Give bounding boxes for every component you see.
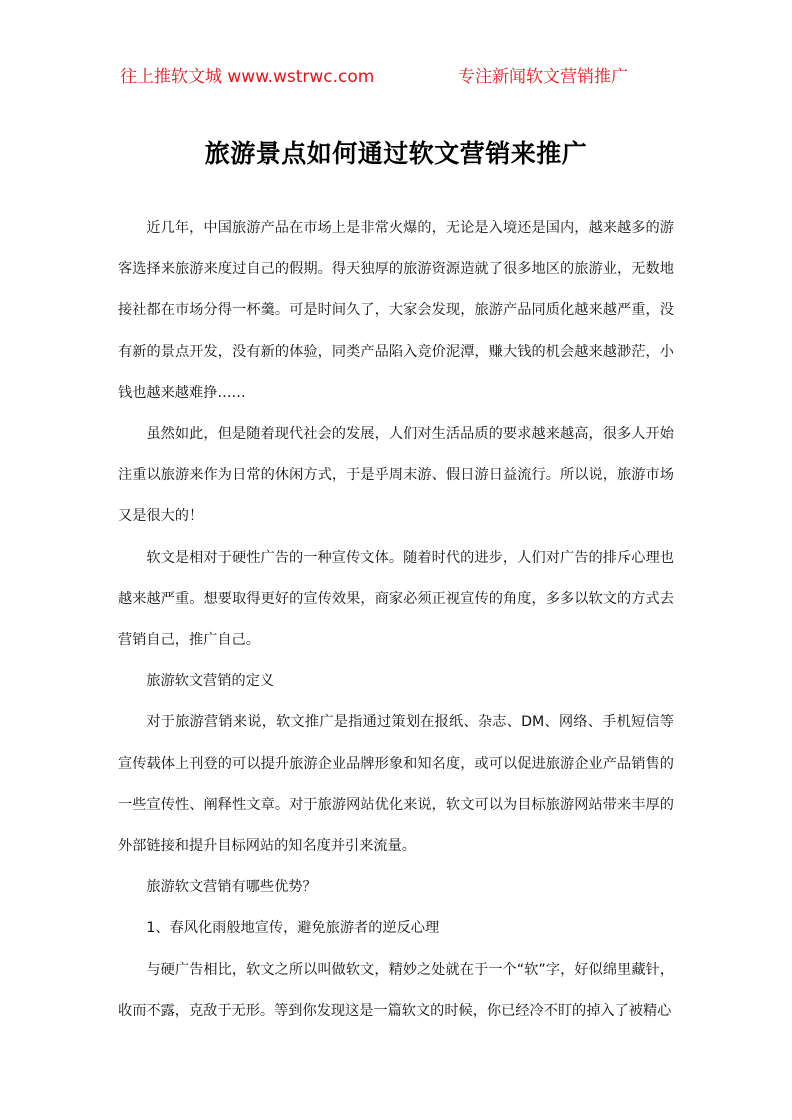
paragraph: 近几年，中国旅游产品在市场上是非常火爆的，无论是入境还是国内，越来越多的游客选择来旅游来度过自己的假期。得天独厚的旅游资源造就了很多地区的旅游业，无数地接社都在市场分得一杯羹。可是时间久了，大家会发现，旅游产品同质化越来越严重，没有新的景点开发，没有新的体验，同类产品陷入竞价泥潭，赚大钱的机会越来越渺茫，小钱也越来越难挣……: [118, 220, 674, 401]
paragraph: 虽然如此，但是随着现代社会的发展，人们对生活品质的要求越来越高，很多人开始注重以旅游来作为日常的休闲方式，于是乎周末游、假日游日益流行。所以说，旅游市场又是很大的！: [118, 426, 674, 525]
article-body: [118, 208, 674, 1032]
article-title: 旅游景点如何通过软文营销来推广: [204, 139, 588, 168]
page-header: [120, 62, 680, 86]
paragraph: 与硬广告相比，软文之所以叫做软文，精妙之处就在于一个“软”字，好似绵里藏针，收而不露，克敌于无形。等到你发现这是一篇软文的时候，你已经冷不盯的掉入了被精心: [118, 961, 674, 1019]
section-heading: 旅游软文营销有哪些优势？: [146, 879, 317, 896]
section-heading: 旅游软文营销的定义: [146, 673, 275, 690]
header-slogan: 专注新闻软文营销推广: [458, 67, 628, 87]
header-site-name: 往上推软文城 www.wstrwc.com: [120, 67, 375, 87]
paragraph: 对于旅游营销来说，软文推广是指通过策划在报纸、杂志、DM、网络、手机短信等宣传载体上刊登的可以提升旅游企业品牌形象和知名度，或可以促进旅游企业产品销售的一些宣传性、阐释性文章。对于旅游网站优化来说，软文可以为目标旅游网站带来丰厚的外部链接和提升目标网站的知名度并引来流量。: [118, 714, 674, 855]
section-subheading: 1、春风化雨般地宣传，避免旅游者的逆反心理: [146, 920, 440, 937]
paragraph: 软文是相对于硬性广告的一种宣传文体。随着时代的进步，人们对广告的排斥心理也越来越严重。想要取得更好的宣传效果，商家必须正视宣传的角度，多多以软文的方式去营销自己，推广自己。: [118, 549, 674, 649]
